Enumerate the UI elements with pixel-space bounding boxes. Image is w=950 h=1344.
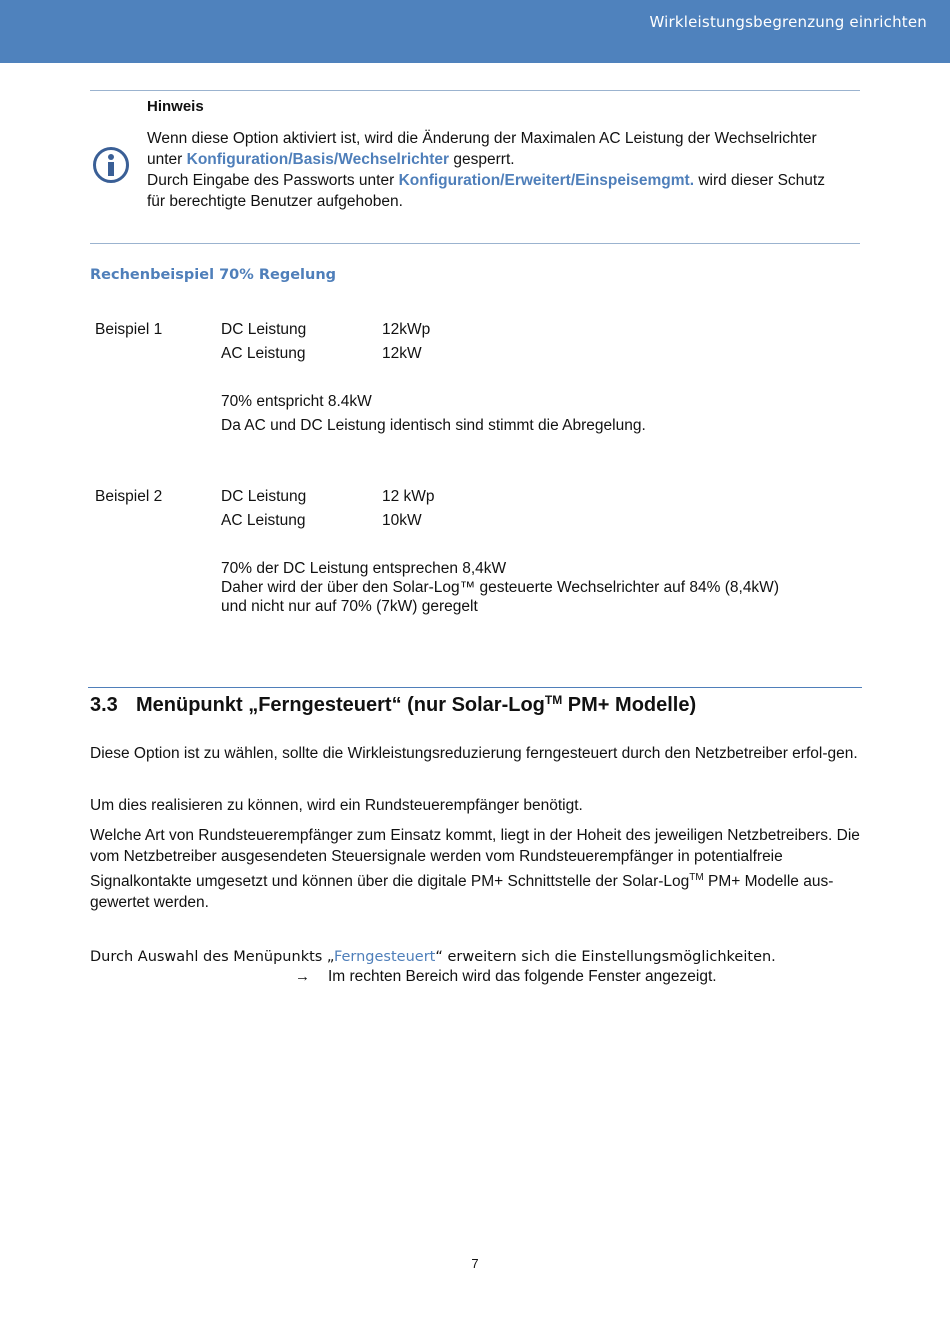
paragraph-2: Um dies realisieren zu können, wird ein Rundsteuerempfänger benötigt. <box>90 797 583 814</box>
note-bottom-rule <box>90 243 860 244</box>
paragraph-3-text: Welche Art von Rundsteuerempfänger zum Einsatz kommt, liegt in der Hoheit des jeweiligen Netzbetreibers. Die vom Netzbetreiber ausgesendeten Steuersignale werden vom Rundsteuerempfänger in potentialfreie Signalkontakte umgesetzt und können über die digitale PM+ Schnittstelle der Solar-Log <box>90 827 860 890</box>
example2-note1: 70% der DC Leistung entsprechen 8,4kW <box>221 560 507 577</box>
section-rule <box>88 687 862 688</box>
example1-dc-value: 12kWp <box>382 321 431 338</box>
example1-dc-label: DC Leistung <box>221 321 307 338</box>
example2-note2: Daher wird der über den Solar-Log™ gesteuerte Wechselrichter auf 84% (8,4kW) <box>221 579 779 596</box>
note-title: Hinweis <box>147 98 204 115</box>
example2-dc-label: DC Leistung <box>221 488 307 505</box>
example1-ac-label: AC Leistung <box>221 345 306 362</box>
note-text: gesperrt. <box>449 151 515 168</box>
section-title: Menüpunkt „Ferngesteuert“ (nur Solar-Log <box>136 694 545 716</box>
note-top-rule <box>90 90 860 91</box>
example1-ac-value: 12kW <box>382 345 422 362</box>
paragraph-3-tm: TM <box>689 872 704 883</box>
header-title: Wirkleistungsbegrenzung einrichten <box>649 13 927 31</box>
note-line-4: für berechtigte Benutzer aufgehoben. <box>147 193 403 210</box>
note-text: wird dieser Schutz <box>694 172 825 189</box>
paragraph-1: Diese Option ist zu wählen, sollte die Wirkleistungsreduzierung ferngesteuert durch den Netzbetreiber erfol-gen. <box>90 745 858 762</box>
section-tm: TM <box>544 693 563 707</box>
path-konfiguration: Konfiguration <box>398 172 501 189</box>
example1-note1: 70% entspricht 8.4kW <box>221 393 372 410</box>
page-number: 7 <box>471 1256 479 1271</box>
example2-label: Beispiel 2 <box>95 488 163 505</box>
example-heading: Rechenbeispiel 70% Regelung <box>90 267 337 283</box>
path-sep: / <box>333 151 339 168</box>
paragraph-4 <box>90 947 860 968</box>
path-sep: / <box>500 172 505 189</box>
paragraph-3 <box>90 825 860 913</box>
paragraph-3-text-end: PM+ Modelle aus-gewertet werden. <box>90 873 834 911</box>
path-erweitert: Erweitert <box>504 172 571 189</box>
example2-dc-value: 12 kWp <box>382 488 435 505</box>
note-line-2 <box>147 149 857 170</box>
section-number: 3.3 <box>90 694 118 716</box>
note-body <box>147 128 857 212</box>
example2-note3: und nicht nur auf 70% (7kW) geregelt <box>221 598 478 615</box>
path-basis: Basis <box>292 151 334 168</box>
paragraph-4-text: Durch Auswahl des Menüpunkts „ <box>90 949 334 965</box>
arrow-right-icon: → <box>295 968 310 985</box>
note-line-1: Wenn diese Option aktiviert ist, wird die Änderung der Maximalen AC Leistung der Wechselrichter <box>147 130 817 147</box>
paragraph-5: Im rechten Bereich wird das folgende Fenster angezeigt. <box>328 968 717 985</box>
example2-ac-value: 10kW <box>382 512 422 529</box>
section-heading <box>90 693 696 717</box>
note-text: unter <box>147 151 187 168</box>
path-einspeisemgmt: Einspeisemgmt. <box>575 172 695 189</box>
path-konfiguration: Konfiguration <box>186 151 289 168</box>
example2-ac-label: AC Leistung <box>221 512 306 529</box>
note-line-3 <box>147 170 857 191</box>
path-wechselrichter: Wechselrichter <box>338 151 450 168</box>
example1-label: Beispiel 1 <box>95 321 163 338</box>
page-header <box>0 0 950 63</box>
paragraph-4-text-end: “ erweitern sich die Einstellungsmöglichkeiten. <box>435 949 776 965</box>
section-title-end: PM+ Modelle) <box>562 694 697 716</box>
example1-note2: Da AC und DC Leistung identisch sind stimmt die Abregelung. <box>221 417 646 434</box>
note-text: Durch Eingabe des Passworts unter <box>147 172 399 189</box>
ferngesteuert-link: Ferngesteuert <box>333 949 436 965</box>
path-sep: / <box>288 151 293 168</box>
path-sep: / <box>570 172 576 189</box>
info-icon <box>93 147 129 183</box>
